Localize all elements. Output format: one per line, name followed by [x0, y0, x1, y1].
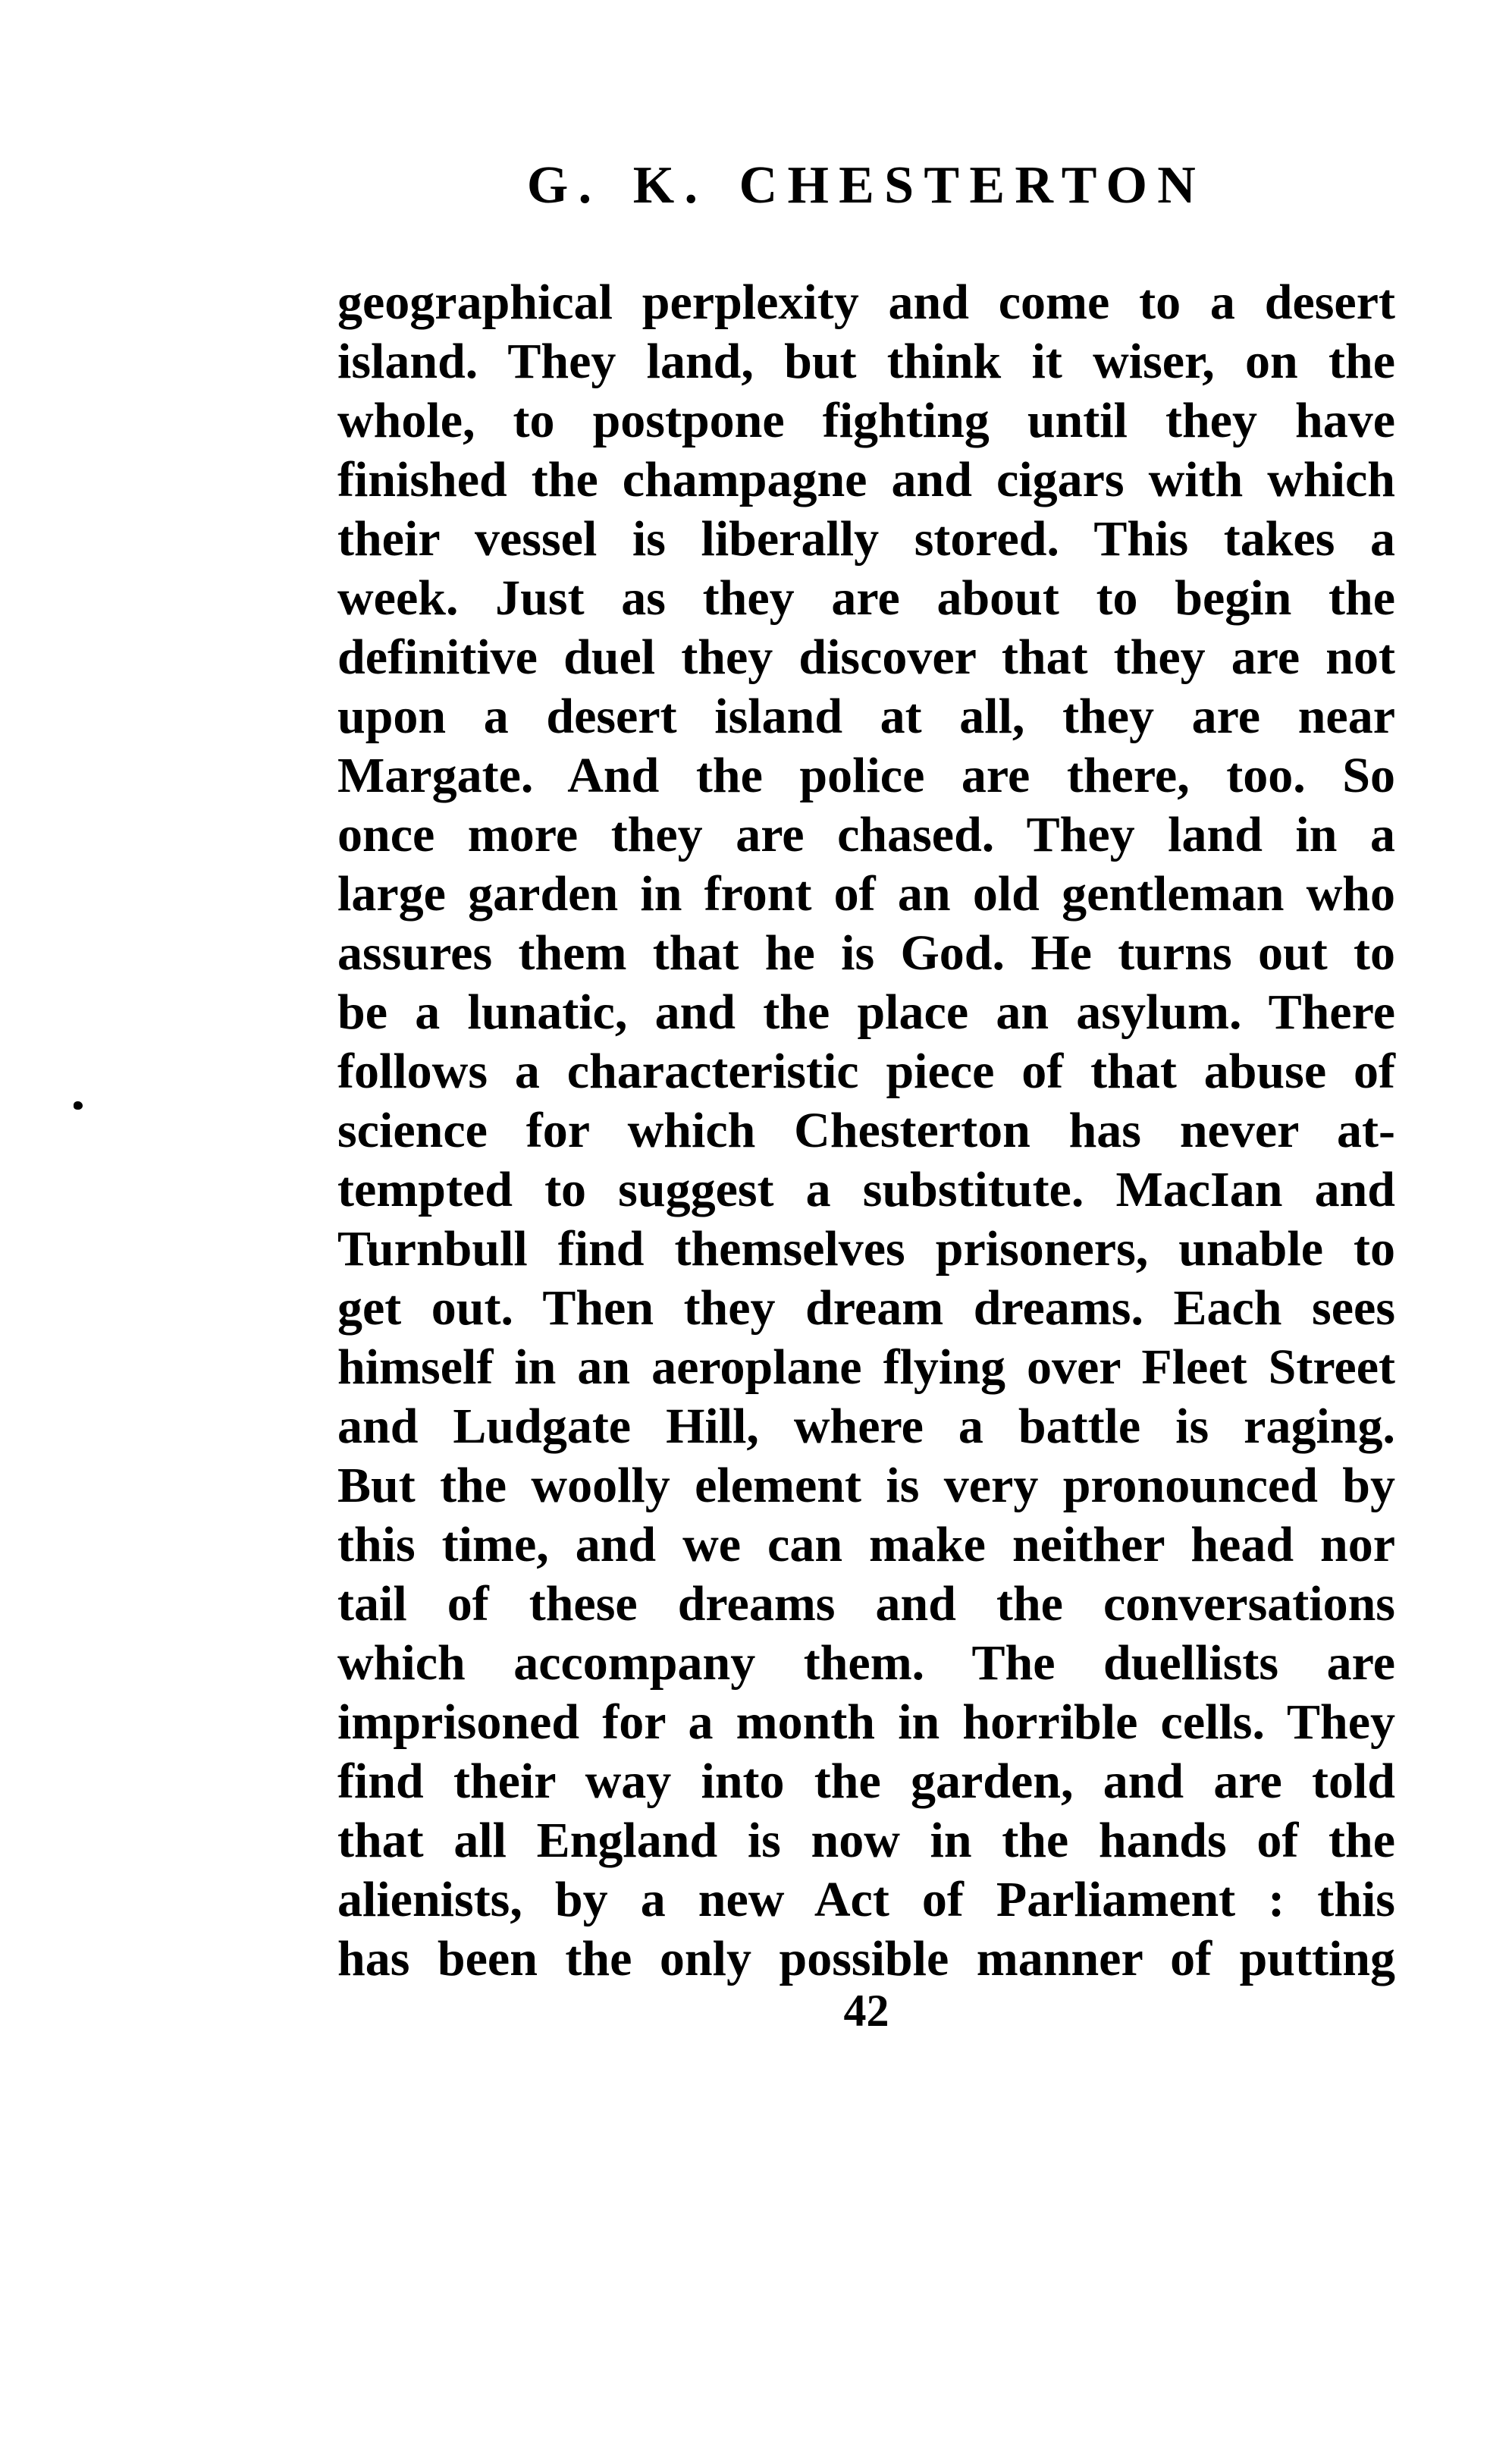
body-line: has been the only possible manner of putting	[337, 1931, 1395, 1986]
body-line: large garden in front of an old gentleman who	[337, 866, 1395, 922]
body-line: finished the champagne and cigars with which	[337, 452, 1395, 507]
body-line: Margate. And the police are there, too. So	[337, 748, 1395, 803]
body-line: geographical perplexity and come to a desert	[337, 275, 1395, 330]
body-line: imprisoned for a month in horrible cells. They	[337, 1694, 1395, 1750]
body-line: be a lunatic, and the place an asylum. There	[337, 984, 1395, 1040]
body-line: week. Just as they are about to begin the	[337, 570, 1395, 626]
page-number: 42	[843, 1986, 889, 2036]
body-line: But the woolly element is very pronounced by	[337, 1458, 1395, 1513]
body-line: tempted to suggest a substitute. MacIan and	[337, 1162, 1395, 1217]
body-line: get out. Then they dream dreams. Each sees	[337, 1280, 1395, 1336]
body-line: himself in an aeroplane flying over Fleet Street	[337, 1339, 1395, 1395]
body-line: Turnbull find themselves prisoners, unable to	[337, 1221, 1395, 1277]
body-line: tail of these dreams and the conversations	[337, 1576, 1395, 1631]
body-line: find their way into the garden, and are told	[337, 1754, 1395, 1809]
running-header: G. K. CHESTERTON	[526, 156, 1206, 215]
body-line: island. They land, but think it wiser, on the	[337, 334, 1395, 389]
body-text	[337, 273, 1395, 1989]
body-line: follows a characteristic piece of that abuse of	[337, 1044, 1395, 1099]
body-line: science for which Chesterton has never at-	[337, 1103, 1395, 1158]
body-line: assures them that he is God. He turns out to	[337, 925, 1395, 981]
body-line: that all England is now in the hands of the	[337, 1813, 1395, 1868]
body-line: this time, and we can make neither head nor	[337, 1517, 1395, 1572]
body-line: which accompany them. The duellists are	[337, 1635, 1395, 1691]
body-line: whole, to postpone fighting until they have	[337, 393, 1395, 448]
body-line: once more they are chased. They land in a	[337, 807, 1395, 862]
body-line: their vessel is liberally stored. This takes a	[337, 511, 1395, 567]
body-line: upon a desert island at all, they are near	[337, 689, 1395, 744]
body-line: definitive duel they discover that they are not	[337, 630, 1395, 685]
body-line: and Ludgate Hill, where a battle is raging.	[337, 1399, 1395, 1454]
body-line: alienists, by a new Act of Parliament : this	[337, 1872, 1395, 1927]
ink-speck-artifact	[74, 1101, 83, 1110]
